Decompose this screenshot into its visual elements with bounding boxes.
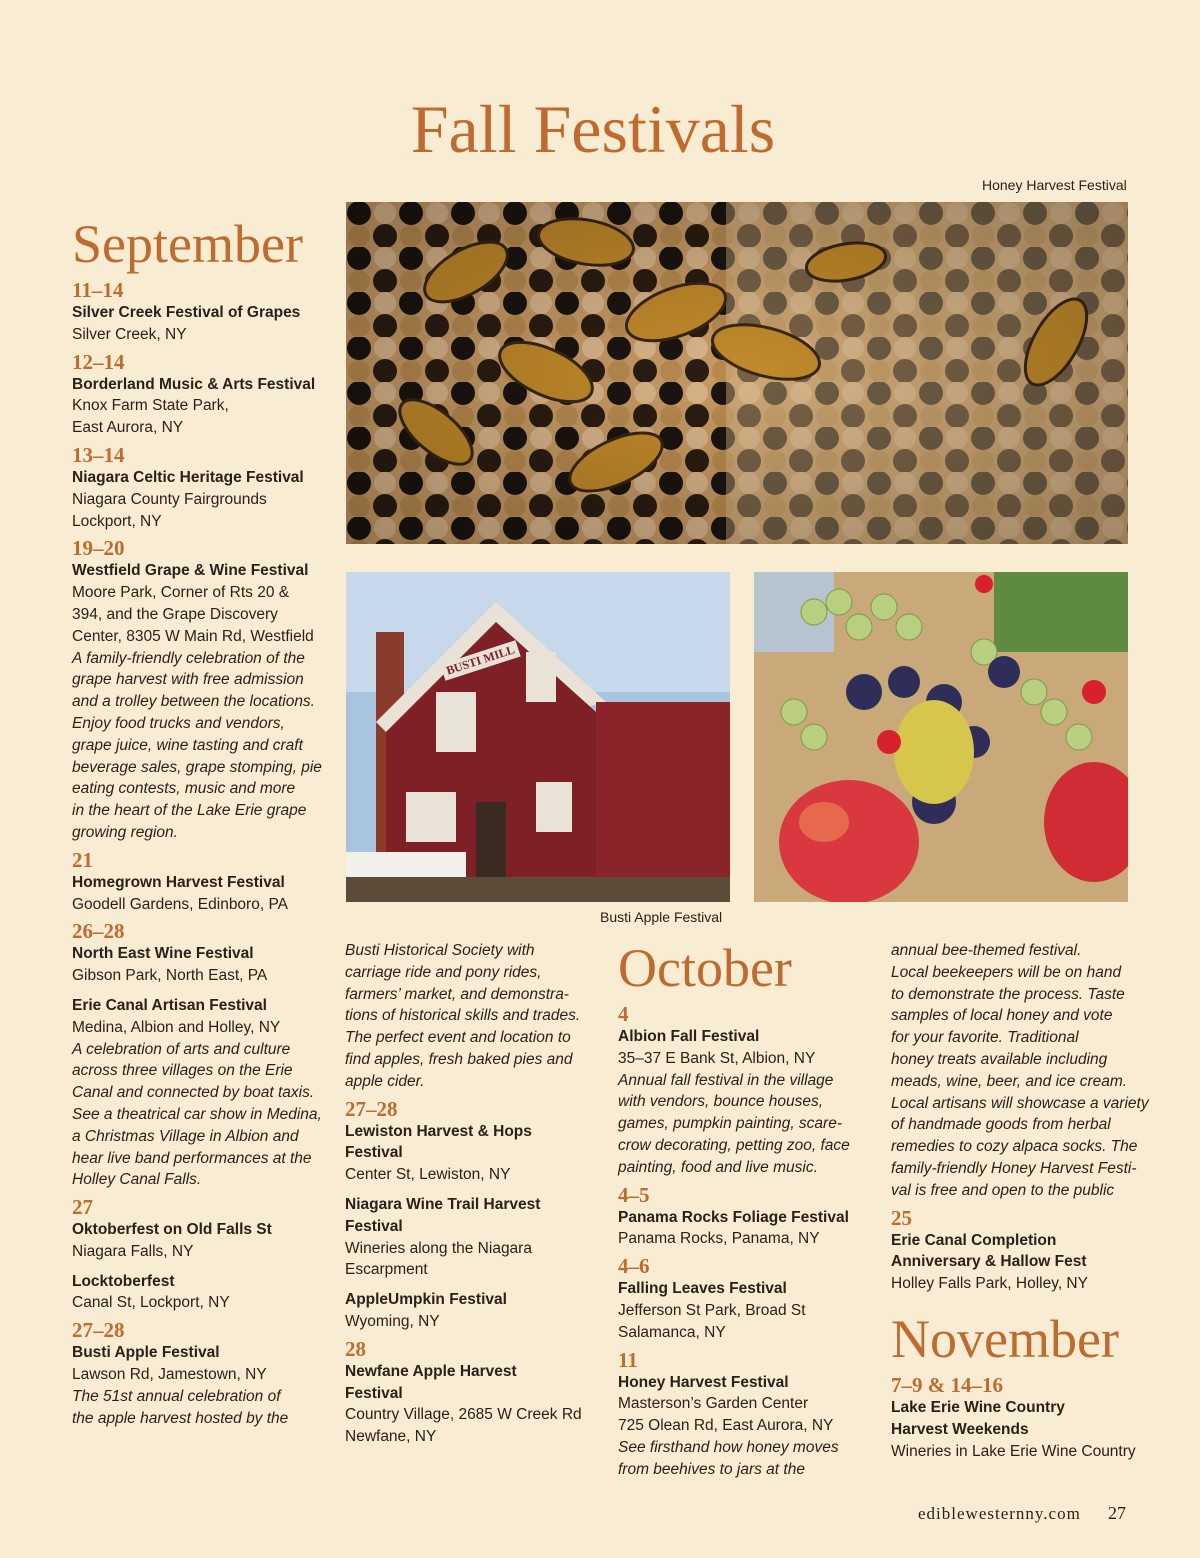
busti-photo-caption: Busti Apple Festival [600, 909, 723, 925]
event-name: Locktoberfest [72, 1272, 175, 1290]
september-column [72, 214, 332, 1433]
event-date: 11 [618, 1347, 638, 1372]
event-panama-rocks [618, 1183, 878, 1251]
event-date: 4 [618, 1002, 629, 1026]
event-date: 12–14 [72, 349, 125, 374]
event-name: Oktoberfest on Old Falls St [72, 1221, 272, 1239]
event-date: 25 [891, 1205, 912, 1230]
event-lewiston [345, 1097, 595, 1186]
event-location: Jefferson St Park, Broad St Salamanca, NY [618, 1301, 806, 1341]
november-heading: November [891, 1308, 1119, 1369]
column-four [891, 940, 1191, 1466]
event-name: Panama Rocks Foliage Festival [618, 1208, 849, 1226]
event-appleumpkin [345, 1289, 595, 1333]
event-location: Silver Creek, NY [72, 325, 187, 343]
website-footer: ediblewesternny.com [918, 1504, 1081, 1523]
october-heading: October [618, 938, 792, 998]
fruit-basket-photo [754, 572, 1128, 902]
event-name: Niagara Celtic Heritage Festival [72, 468, 304, 486]
event-name: Westfield Grape & Wine Festival [72, 562, 309, 580]
event-locktoberfest [72, 1271, 332, 1315]
busti-description-continued: Busti Historical Society with carriage ride and pony rides, farmers’ market, and demonstra- tions of historical skills and trades. The perfect event and location to find apples, fresh baked pies and apple cider. [345, 942, 581, 1090]
event-description: A celebration of arts and culture across three villages on the Erie Canal and connected by boat taxis. See a theatrical car show in Medina, a Christmas Village in Albion and hear live band performances at the Holley Canal Falls. [72, 1040, 322, 1189]
event-homegrown [72, 848, 332, 916]
event-lake-erie-wine [891, 1373, 1191, 1462]
event-date: 27 [72, 1195, 93, 1220]
event-niagara-celtic [72, 443, 332, 532]
event-location: Panama Rocks, Panama, NY [618, 1230, 820, 1248]
event-location: Gibson Park, North East, PA [72, 967, 268, 985]
event-name: Lake Erie Wine Country Harvest Weekends [891, 1398, 1065, 1438]
event-location: 35–37 E Bank St, Albion, NY [618, 1049, 816, 1067]
event-location: Medina, Albion and Holley, NY [72, 1018, 281, 1036]
event-description: The 51st annual celebration of the apple harvest hosted by the [72, 1387, 289, 1427]
event-description: Annual fall festival in the village with vendors, bounce houses, games, pumpkin painting, scare- crow decorating, petting zoo, face painting, food and live music. [618, 1071, 850, 1176]
event-date: 27–28 [345, 1096, 398, 1121]
event-location: Knox Farm State Park, East Aurora, NY [72, 397, 229, 437]
event-name: Lewiston Harvest & Hops Festival [345, 1122, 532, 1162]
event-description: See firsthand how honey moves from beehives to jars at the [618, 1438, 839, 1478]
october-column [618, 938, 878, 1485]
event-location: Holley Falls Park, Holley, NY [891, 1275, 1088, 1293]
event-date: 13–14 [72, 442, 125, 467]
event-name: Albion Fall Festival [618, 1028, 760, 1045]
event-location: Moore Park, Corner of Rts 20 & 394, and the Grape Discovery Center, 8305 W Main Rd, Westfield [72, 584, 314, 645]
event-oktoberfest [72, 1195, 332, 1263]
event-name: Falling Leaves Festival [618, 1280, 787, 1298]
event-location: Wineries in Lake Erie Wine Country [891, 1442, 1136, 1460]
event-albion [618, 1002, 878, 1179]
event-busti-apple [72, 1318, 332, 1429]
event-description: A family-friendly celebration of the grape harvest with free admission and a trolley between the locations. Enjoy food trucks and vendors, grape juice, wine tasting and craft beverage sales, grape stomping, pie eating contests, music and more in the heart of the Lake Erie grape growing region. [72, 649, 322, 841]
event-date: 26–28 [72, 919, 125, 944]
event-date: 4–5 [618, 1182, 650, 1207]
event-location: Center St, Lewiston, NY [345, 1166, 511, 1184]
event-newfane [345, 1337, 595, 1448]
event-location: Wineries along the Niagara Escarpment [345, 1239, 532, 1279]
event-location: Lawson Rd, Jamestown, NY [72, 1366, 267, 1384]
event-westfield [72, 536, 332, 843]
event-name: Borderland Music & Arts Festival [72, 375, 316, 393]
event-name: AppleUmpkin Festival [345, 1291, 507, 1309]
event-name: Busti Apple Festival [72, 1344, 220, 1362]
event-location: Masterson’s Garden Center 725 Olean Rd, East Aurora, NY [618, 1395, 834, 1435]
event-borderland [72, 350, 332, 439]
event-location: Country Village, 2685 W Creek Rd Newfane, NY [345, 1406, 582, 1446]
event-date: 7–9 & 14–16 [891, 1372, 1003, 1397]
event-silver-creek [72, 278, 332, 346]
event-erie-canal-artisan [72, 995, 332, 1191]
honey-photo-caption: Honey Harvest Festival [982, 177, 1127, 193]
event-name: Newfane Apple Harvest Festival [345, 1362, 517, 1402]
event-name: North East Wine Festival [72, 945, 254, 963]
event-date: 4–6 [618, 1254, 650, 1279]
event-north-east-wine [72, 919, 332, 987]
event-date: 11–14 [72, 278, 124, 302]
event-location: Goodell Gardens, Edinboro, PA [72, 895, 288, 913]
september-heading: September [72, 214, 303, 274]
busti-mill-photo [346, 572, 730, 902]
event-name: Erie Canal Completion Anniversary & Hallow Fest [891, 1231, 1087, 1271]
honey-description-continued: annual bee-themed festival. Local beekeepers will be on hand to demonstrate the process. Taste samples of local honey and vote for your favorite. Traditional honey treats available including meads, wine, beer, and ice cream. Local artisans will showcase a variety of handmade goods from herbal remedies to cozy alpaca socks. The family-friendly Honey Harvest Festi- val is free and open to the public [891, 942, 1149, 1199]
column-two [345, 940, 595, 1452]
event-date: 19–20 [72, 536, 125, 561]
event-name: Erie Canal Artisan Festival [72, 996, 267, 1014]
event-honey-harvest [618, 1348, 878, 1481]
event-niagara-wine-trail [345, 1194, 595, 1281]
page-title: Fall Festivals [410, 91, 776, 167]
event-location: Wyoming, NY [345, 1312, 440, 1330]
event-name: Niagara Wine Trail Harvest Festival [345, 1195, 541, 1235]
event-date: 27–28 [72, 1318, 125, 1343]
event-erie-canal-completion [891, 1206, 1191, 1295]
event-falling-leaves [618, 1254, 878, 1343]
event-location: Canal St, Lockport, NY [72, 1294, 230, 1312]
event-location: Niagara County Fairgrounds Lockport, NY [72, 490, 267, 530]
event-date: 21 [72, 847, 93, 872]
honeycomb-bees-photo [346, 202, 1128, 544]
event-name: Homegrown Harvest Festival [72, 873, 285, 891]
page-number: 27 [1108, 1503, 1126, 1523]
event-name: Honey Harvest Festival [618, 1373, 789, 1391]
event-location: Niagara Falls, NY [72, 1242, 194, 1260]
event-name: Silver Creek Festival of Grapes [72, 304, 301, 321]
event-date: 28 [345, 1336, 366, 1361]
busti-mill-sign: BUSTI MILL [440, 640, 520, 681]
